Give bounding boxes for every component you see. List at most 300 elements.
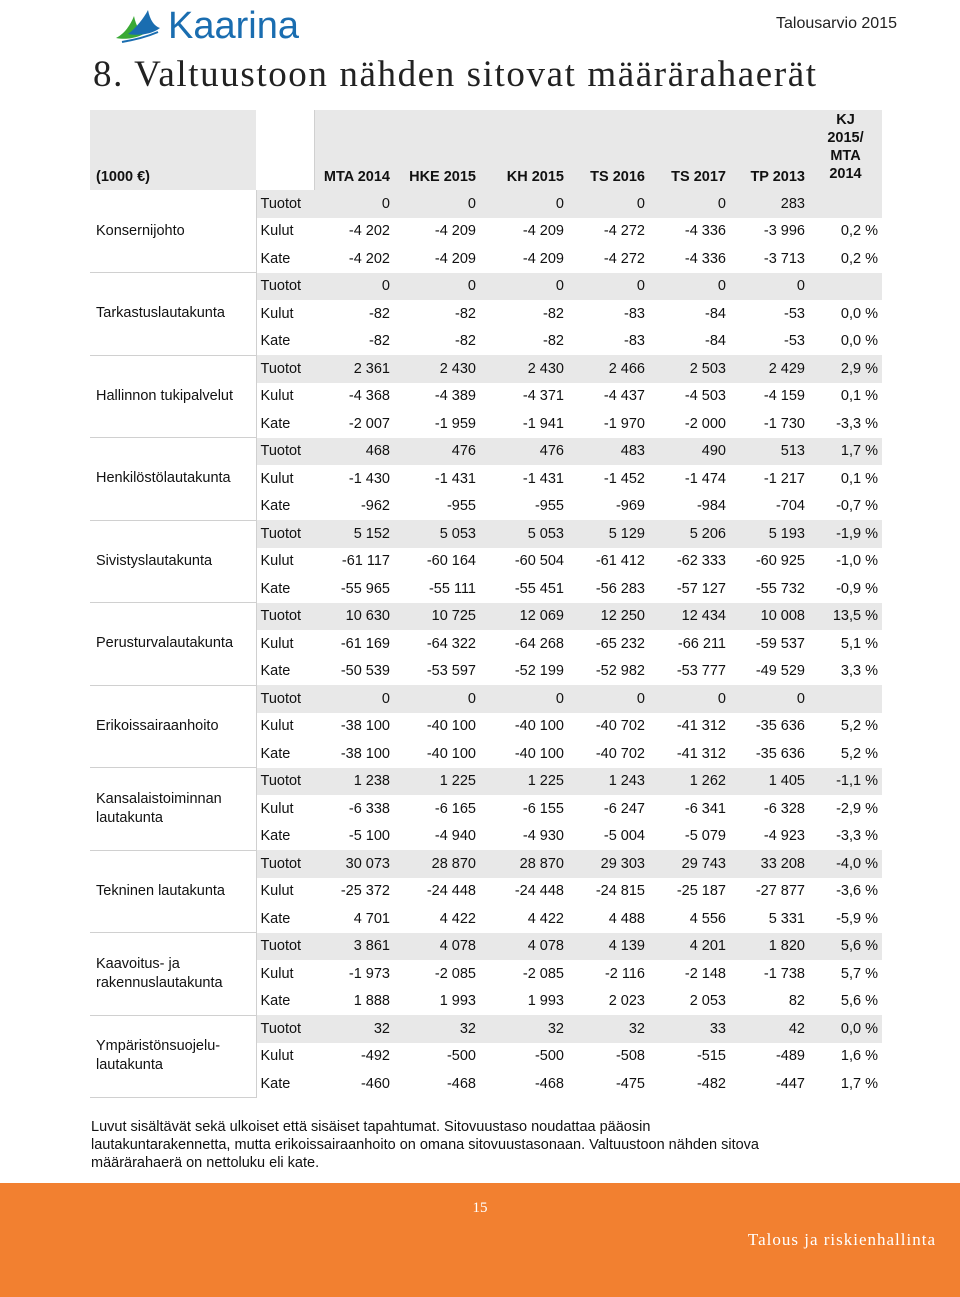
value-cell: -704 <box>775 498 805 515</box>
row-label: Kate <box>260 333 291 350</box>
value-cell: 283 <box>730 190 809 218</box>
value-cell: -56 283 <box>595 580 645 597</box>
value-cell: -55 451 <box>514 580 564 597</box>
value-cell: -59 537 <box>755 635 805 652</box>
value-cell: -6 328 <box>763 800 805 817</box>
value-cell: -64 268 <box>514 635 564 652</box>
value-cell: -40 702 <box>595 718 645 735</box>
row-label: Kate <box>260 498 291 515</box>
column-header: TS 2017 <box>649 110 730 190</box>
value-cell: -84 <box>705 333 726 350</box>
value-cell: 476 <box>394 438 480 466</box>
value-cell: 1 243 <box>568 768 649 796</box>
change-percent-cell: 5,2 % <box>840 745 878 762</box>
value-cell: 29 743 <box>649 850 730 878</box>
change-percent-cell: 2,9 % <box>809 355 882 383</box>
unit-name-line: Konsernijohto <box>96 222 185 239</box>
value-cell: 0 <box>649 685 730 713</box>
value-cell: 4 422 <box>439 910 476 927</box>
unit-header: (1000 €) <box>90 110 256 190</box>
value-cell: 33 208 <box>730 850 809 878</box>
value-cell: -60 504 <box>514 553 564 570</box>
value-cell: 0 <box>480 190 568 218</box>
value-cell: 0 <box>649 190 730 218</box>
unit-name-line: Hallinnon tukipalvelut <box>96 387 234 404</box>
value-cell: -66 211 <box>677 635 726 652</box>
budget-table <box>90 110 882 1098</box>
value-cell: -460 <box>360 1075 390 1092</box>
value-cell: -4 209 <box>522 223 564 240</box>
value-cell: -35 636 <box>755 745 805 762</box>
page-title: 8. Valtuustoon nähden sitovat määrärahaerät <box>93 54 818 95</box>
value-cell: -82 <box>543 305 564 322</box>
value-cell: 0 <box>480 685 568 713</box>
value-cell: -482 <box>696 1075 726 1092</box>
value-cell: 2 429 <box>730 355 809 383</box>
table-header-row <box>90 110 882 190</box>
value-cell: -82 <box>369 333 390 350</box>
value-cell: 5 206 <box>649 520 730 548</box>
value-cell: -82 <box>369 305 390 322</box>
value-cell: -1 474 <box>684 470 726 487</box>
value-cell: 1 888 <box>353 993 390 1010</box>
value-cell: 32 <box>568 1015 649 1043</box>
value-cell: -2 085 <box>434 965 476 982</box>
value-cell: 10 630 <box>314 603 394 631</box>
table-row <box>90 520 882 548</box>
value-cell: -4 336 <box>684 250 726 267</box>
value-cell: -55 965 <box>340 580 390 597</box>
value-cell: -515 <box>696 1048 726 1065</box>
value-cell: -468 <box>534 1075 564 1092</box>
row-label: Kate <box>260 828 291 845</box>
value-cell: 4 139 <box>568 933 649 961</box>
value-cell: -6 155 <box>522 800 564 817</box>
table-row <box>90 685 882 713</box>
row-label: Kulut <box>260 388 294 405</box>
change-percent-cell: 1,7 % <box>809 438 882 466</box>
unit-name-line: lautakunta <box>96 809 163 826</box>
value-cell: -55 111 <box>428 580 476 597</box>
value-cell: -82 <box>455 333 476 350</box>
value-cell: 29 303 <box>568 850 649 878</box>
row-label: Kulut <box>260 800 294 817</box>
value-cell: -4 209 <box>434 223 476 240</box>
unit-name <box>90 438 256 521</box>
row-label: Tuotot <box>256 355 314 383</box>
value-cell: -41 312 <box>676 718 726 735</box>
value-cell: -4 371 <box>522 388 564 405</box>
row-label: Tuotot <box>256 190 314 218</box>
value-cell: 0 <box>394 685 480 713</box>
change-percent-cell: 1,6 % <box>840 1048 878 1065</box>
value-cell: -82 <box>455 305 476 322</box>
value-cell: -1 430 <box>348 470 390 487</box>
value-cell: -1 959 <box>434 415 476 432</box>
change-percent-cell: 5,1 % <box>840 635 878 652</box>
value-cell: -962 <box>360 498 390 515</box>
value-cell: -52 199 <box>514 663 564 680</box>
value-cell: -35 636 <box>755 718 805 735</box>
footnote-line: lautakuntarakennetta, mutta erikoissairaanhoito on omana sitovuustasonaan. Valtuustoon nähden sitova <box>91 1137 759 1153</box>
unit-name-line: Erikoissairaanhoito <box>96 717 219 734</box>
value-cell: -40 100 <box>426 745 476 762</box>
row-label: Tuotot <box>256 768 314 796</box>
change-percent-header <box>809 110 882 190</box>
value-cell: 2 466 <box>568 355 649 383</box>
change-percent-cell: -4,0 % <box>809 850 882 878</box>
unit-name <box>90 768 256 851</box>
change-percent-cell: 0,0 % <box>809 1015 882 1043</box>
value-cell: 42 <box>730 1015 809 1043</box>
value-cell: 0 <box>649 273 730 301</box>
value-cell: 0 <box>568 685 649 713</box>
value-cell: -1 431 <box>522 470 564 487</box>
change-percent-cell: -5,9 % <box>836 910 878 927</box>
value-cell: -40 100 <box>426 718 476 735</box>
value-cell: 1 405 <box>730 768 809 796</box>
value-cell: -508 <box>615 1048 645 1065</box>
change-percent-cell: -3,6 % <box>836 883 878 900</box>
value-cell: -3 996 <box>763 223 805 240</box>
column-header: TS 2016 <box>568 110 649 190</box>
row-label: Kulut <box>260 305 294 322</box>
table-row <box>90 190 882 218</box>
value-cell: 33 <box>649 1015 730 1043</box>
value-cell: 3 861 <box>314 933 394 961</box>
value-cell: -4 209 <box>522 250 564 267</box>
row-label: Kate <box>260 580 291 597</box>
value-cell: 4 201 <box>649 933 730 961</box>
row-label: Kulut <box>260 470 294 487</box>
value-cell: -2 085 <box>522 965 564 982</box>
value-cell: -4 272 <box>603 250 645 267</box>
value-cell: 5 193 <box>730 520 809 548</box>
value-cell: 468 <box>314 438 394 466</box>
change-percent-cell: 5,7 % <box>840 965 878 982</box>
value-cell: 5 053 <box>394 520 480 548</box>
change-percent-cell: 3,3 % <box>840 663 878 680</box>
column-header: TP 2013 <box>730 110 809 190</box>
value-cell: -6 247 <box>603 800 645 817</box>
change-percent-cell: -3,3 % <box>836 415 878 432</box>
row-label: Kate <box>260 663 291 680</box>
value-cell: -500 <box>534 1048 564 1065</box>
row-label: Kulut <box>260 635 294 652</box>
value-cell: -60 925 <box>755 553 805 570</box>
value-cell: -40 100 <box>514 745 564 762</box>
value-cell: -49 529 <box>755 663 805 680</box>
row-label: Kulut <box>260 965 294 982</box>
column-header: MTA 2014 <box>314 110 394 190</box>
value-cell: -2 007 <box>348 415 390 432</box>
value-cell: -64 322 <box>426 635 476 652</box>
row-label-header <box>256 110 314 190</box>
value-cell: 0 <box>568 190 649 218</box>
table-row <box>90 1015 882 1043</box>
row-label: Tuotot <box>256 1015 314 1043</box>
page-number: 15 <box>472 1200 488 1216</box>
table-row <box>90 933 882 961</box>
value-cell: 2 023 <box>608 993 645 1010</box>
row-label: Tuotot <box>256 520 314 548</box>
value-cell: 0 <box>314 190 394 218</box>
change-percent-cell: -0,9 % <box>836 580 878 597</box>
value-cell: -4 202 <box>348 223 390 240</box>
value-cell: -84 <box>705 305 726 322</box>
row-label: Kate <box>260 250 291 267</box>
unit-name-line: Perusturvalautakunta <box>96 635 234 652</box>
change-percent-cell <box>809 685 882 713</box>
table-row <box>90 273 882 301</box>
value-cell: -25 187 <box>676 883 726 900</box>
value-cell: 2 503 <box>649 355 730 383</box>
unit-name-line: Sivistyslautakunta <box>96 552 213 569</box>
value-cell: -24 448 <box>514 883 564 900</box>
value-cell: 476 <box>480 438 568 466</box>
value-cell: -4 389 <box>434 388 476 405</box>
value-cell: -2 148 <box>684 965 726 982</box>
unit-name-line: Ympäristönsuojelu- <box>96 1038 221 1055</box>
value-cell: 82 <box>788 993 805 1010</box>
unit-name-line: rakennuslautakunta <box>96 974 223 991</box>
value-cell: 1 262 <box>649 768 730 796</box>
value-cell: -6 338 <box>348 800 390 817</box>
value-cell: -4 940 <box>434 828 476 845</box>
unit-name-line: Kaavoitus- ja <box>96 955 180 972</box>
unit-name <box>90 273 256 356</box>
value-cell: 0 <box>314 685 394 713</box>
value-cell: -955 <box>534 498 564 515</box>
value-cell: 2 361 <box>314 355 394 383</box>
value-cell: -57 127 <box>676 580 726 597</box>
value-cell: -500 <box>446 1048 476 1065</box>
column-header: KH 2015 <box>480 110 568 190</box>
change-percent-cell: 1,7 % <box>840 1075 878 1092</box>
value-cell: -61 412 <box>595 553 645 570</box>
value-cell: 1 993 <box>527 993 564 1010</box>
table-footnote <box>91 1118 851 1172</box>
table-row <box>90 438 882 466</box>
value-cell: -25 372 <box>340 883 390 900</box>
value-cell: 12 434 <box>649 603 730 631</box>
table-row <box>90 768 882 796</box>
unit-name <box>90 1015 256 1098</box>
row-label: Kate <box>260 993 291 1010</box>
value-cell: -65 232 <box>595 635 645 652</box>
value-cell: -40 100 <box>514 718 564 735</box>
value-cell: -55 732 <box>755 580 805 597</box>
value-cell: 28 870 <box>394 850 480 878</box>
change-percent-cell: -2,9 % <box>836 800 878 817</box>
footnote-line: määrärahaerä on nettoluku eli kate. <box>91 1155 320 1171</box>
value-cell: 4 078 <box>394 933 480 961</box>
value-cell: 1 225 <box>480 768 568 796</box>
value-cell: -984 <box>696 498 726 515</box>
column-header: HKE 2015 <box>394 110 480 190</box>
value-cell: -6 341 <box>684 800 726 817</box>
value-cell: 2 430 <box>480 355 568 383</box>
row-label: Kulut <box>260 718 294 735</box>
row-label: Kate <box>260 1075 291 1092</box>
kaarina-bird-logo-icon <box>114 8 164 44</box>
unit-name <box>90 685 256 768</box>
value-cell: -24 815 <box>595 883 645 900</box>
value-cell: -475 <box>615 1075 645 1092</box>
value-cell: -53 <box>784 333 805 350</box>
value-cell: 30 073 <box>314 850 394 878</box>
logo-text: Kaarina <box>168 5 299 47</box>
value-cell: -2 116 <box>604 965 645 982</box>
value-cell: 12 069 <box>480 603 568 631</box>
unit-name <box>90 850 256 933</box>
value-cell: -53 597 <box>426 663 476 680</box>
unit-name <box>90 520 256 603</box>
unit-name-line: Tarkastuslautakunta <box>96 305 225 322</box>
value-cell: 2 430 <box>394 355 480 383</box>
value-cell: -83 <box>624 333 645 350</box>
value-cell: -50 539 <box>340 663 390 680</box>
value-cell: -447 <box>775 1075 805 1092</box>
value-cell: -4 202 <box>348 250 390 267</box>
value-cell: 28 870 <box>480 850 568 878</box>
change-percent-cell: 13,5 % <box>809 603 882 631</box>
value-cell: 10 008 <box>730 603 809 631</box>
value-cell: -1 973 <box>348 965 390 982</box>
value-cell: 1 238 <box>314 768 394 796</box>
value-cell: 2 053 <box>689 993 726 1010</box>
value-cell: 4 556 <box>689 910 726 927</box>
document-label: Talousarvio 2015 <box>776 15 897 32</box>
value-cell: -61 169 <box>340 635 390 652</box>
value-cell: -492 <box>360 1048 390 1065</box>
value-cell: -27 877 <box>755 883 805 900</box>
value-cell: 0 <box>394 190 480 218</box>
change-percent-cell: -3,3 % <box>836 828 878 845</box>
value-cell: -52 982 <box>595 663 645 680</box>
row-label: Tuotot <box>256 933 314 961</box>
change-percent-cell: 5,2 % <box>840 718 878 735</box>
value-cell: -969 <box>615 498 645 515</box>
value-cell: -53 <box>784 305 805 322</box>
value-cell: -468 <box>446 1075 476 1092</box>
value-cell: -1 738 <box>763 965 805 982</box>
row-label: Tuotot <box>256 685 314 713</box>
unit-name-line: Kansalaistoiminnan <box>96 790 222 807</box>
unit-name <box>90 603 256 686</box>
row-label: Kate <box>260 415 291 432</box>
value-cell: -4 159 <box>763 388 805 405</box>
value-cell: -1 431 <box>434 470 476 487</box>
value-cell: 0 <box>568 273 649 301</box>
unit-name-line: Henkilöstölautakunta <box>96 470 231 487</box>
value-cell: -4 437 <box>603 388 645 405</box>
table-row <box>90 355 882 383</box>
footnote-line: Luvut sisältävät sekä ulkoiset että sisäiset tapahtumat. Sitovuustaso noudattaa pääosin <box>91 1119 651 1135</box>
value-cell: 513 <box>730 438 809 466</box>
value-cell: 32 <box>394 1015 480 1043</box>
row-label: Kulut <box>260 553 294 570</box>
change-percent-cell: 0,2 % <box>840 250 878 267</box>
table-row <box>90 850 882 878</box>
value-cell: 490 <box>649 438 730 466</box>
change-percent-cell <box>809 273 882 301</box>
value-cell: -62 333 <box>676 553 726 570</box>
kaarina-logo <box>114 4 299 48</box>
value-cell: -4 503 <box>684 388 726 405</box>
value-cell: 5 053 <box>480 520 568 548</box>
row-label: Kulut <box>260 223 294 240</box>
value-cell: -60 164 <box>426 553 476 570</box>
value-cell: -41 312 <box>676 745 726 762</box>
value-cell: -40 702 <box>595 745 645 762</box>
change-percent-cell: 0,1 % <box>840 470 878 487</box>
unit-name-line: lautakunta <box>96 1057 163 1074</box>
value-cell: 0 <box>394 273 480 301</box>
row-label: Tuotot <box>256 438 314 466</box>
value-cell: 0 <box>480 273 568 301</box>
value-cell: 4 701 <box>353 910 390 927</box>
value-cell: 1 225 <box>394 768 480 796</box>
value-cell: 0 <box>730 273 809 301</box>
value-cell: -61 117 <box>341 553 390 570</box>
value-cell: 5 152 <box>314 520 394 548</box>
row-label: Kate <box>260 745 291 762</box>
change-percent-header-line: 2014 <box>829 166 862 182</box>
value-cell: -1 217 <box>763 470 805 487</box>
change-percent-cell: -1,9 % <box>809 520 882 548</box>
value-cell: -4 209 <box>434 250 476 267</box>
value-cell: -1 970 <box>603 415 645 432</box>
change-percent-header-line: KJ <box>836 112 855 128</box>
change-percent-cell <box>809 190 882 218</box>
row-label: Kulut <box>260 883 294 900</box>
value-cell: -5 100 <box>348 828 390 845</box>
value-cell: 32 <box>314 1015 394 1043</box>
value-cell: 4 078 <box>480 933 568 961</box>
value-cell: 12 250 <box>568 603 649 631</box>
change-percent-header-line: 2015/ <box>827 130 864 146</box>
change-percent-cell: 5,6 % <box>840 993 878 1010</box>
value-cell: 5 129 <box>568 520 649 548</box>
value-cell: -6 165 <box>434 800 476 817</box>
value-cell: -4 923 <box>763 828 805 845</box>
change-percent-cell: -1,1 % <box>809 768 882 796</box>
value-cell: -53 777 <box>676 663 726 680</box>
table-row <box>90 603 882 631</box>
value-cell: -82 <box>543 333 564 350</box>
value-cell: 4 422 <box>527 910 564 927</box>
unit-name <box>90 355 256 438</box>
value-cell: -1 941 <box>522 415 564 432</box>
value-cell: -489 <box>775 1048 805 1065</box>
change-percent-header-line: MTA <box>830 148 861 164</box>
value-cell: 0 <box>730 685 809 713</box>
row-label: Kulut <box>260 1048 294 1065</box>
row-label: Kate <box>260 910 291 927</box>
value-cell: -4 336 <box>684 223 726 240</box>
value-cell: 1 993 <box>439 993 476 1010</box>
change-percent-cell: -0,7 % <box>836 498 878 515</box>
value-cell: 5 331 <box>768 910 805 927</box>
value-cell: 4 488 <box>608 910 645 927</box>
row-label: Tuotot <box>256 273 314 301</box>
footer-section-title: Talous ja riskienhallinta <box>747 1230 936 1249</box>
row-label: Tuotot <box>256 850 314 878</box>
unit-name <box>90 933 256 1016</box>
value-cell: -83 <box>624 305 645 322</box>
change-percent-cell: 0,0 % <box>840 305 878 322</box>
